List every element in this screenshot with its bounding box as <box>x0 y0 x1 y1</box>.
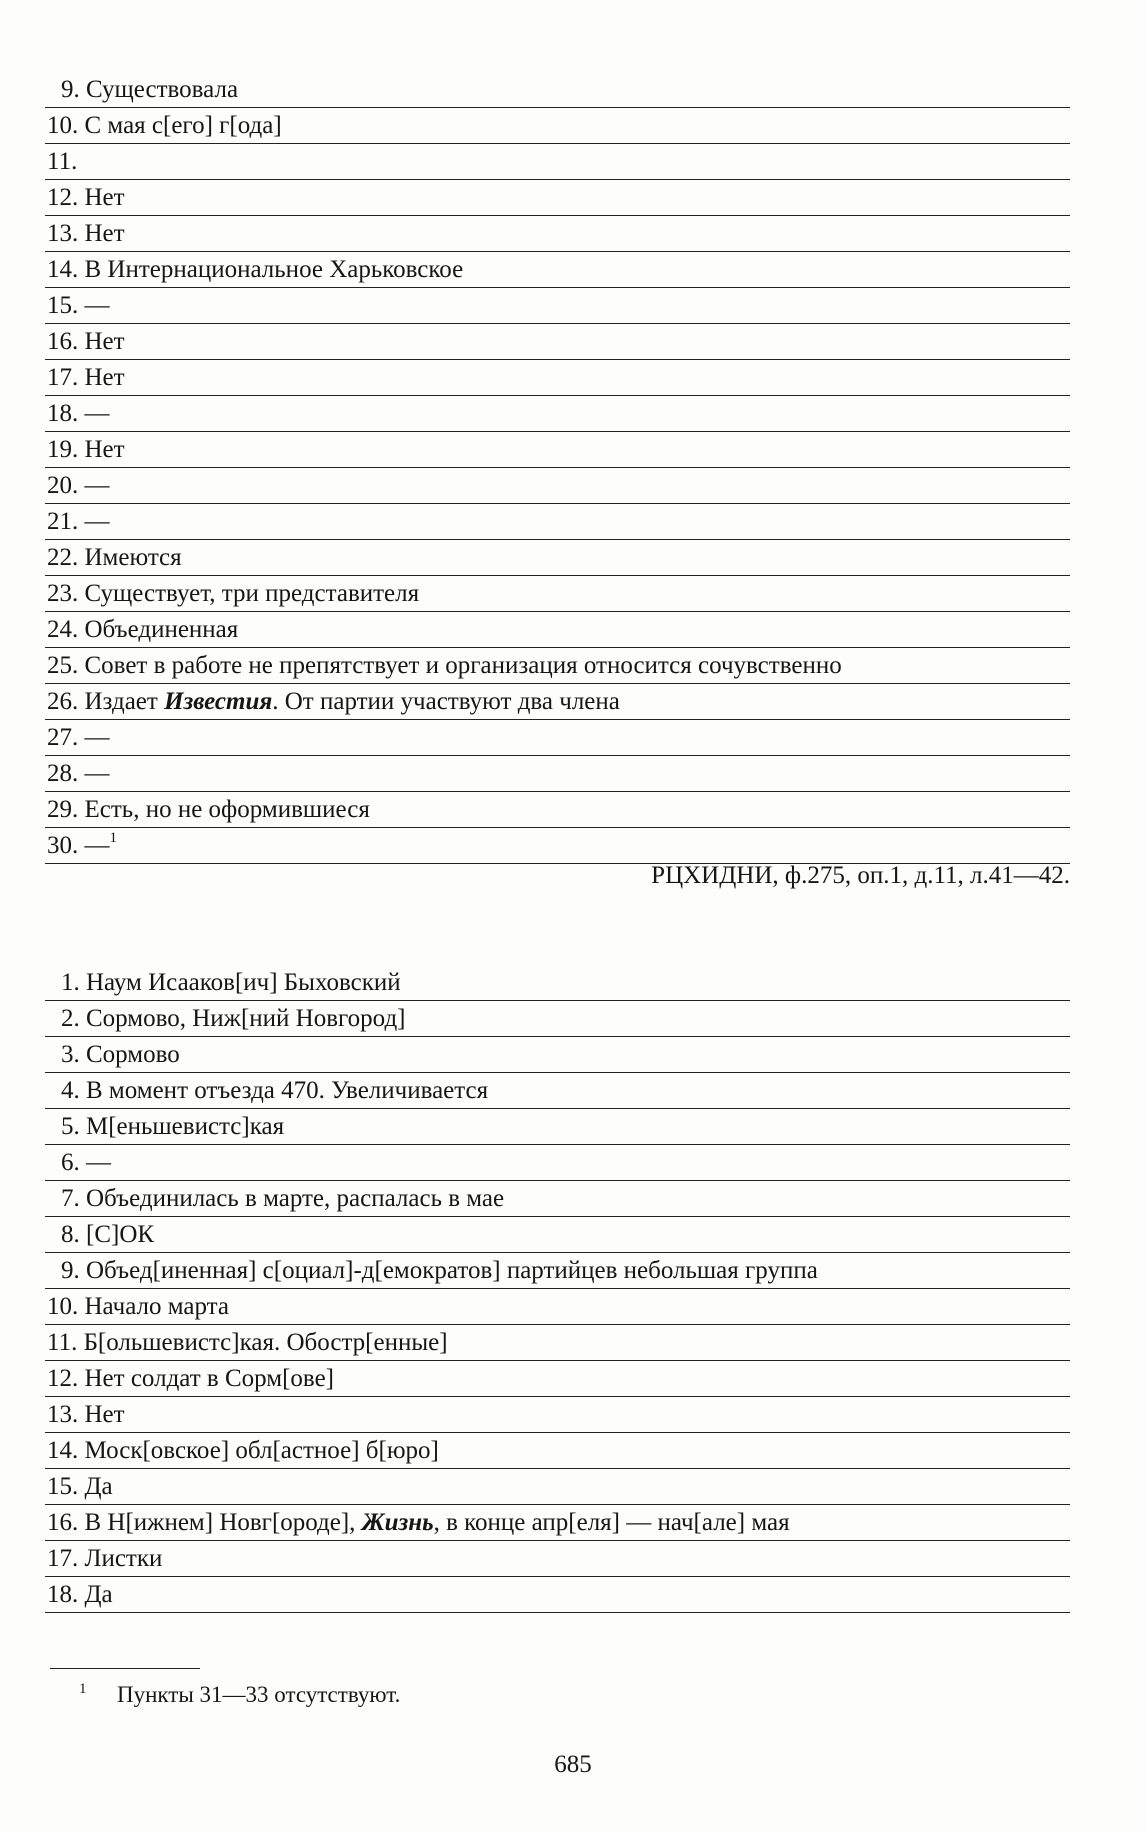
footnote-divider <box>50 1668 200 1669</box>
footnote-ref: 1 <box>109 830 117 846</box>
answer-row: 8. [С]ОК <box>45 1217 1070 1253</box>
answer-row: 26. Издает Известия. От партии участвуют два члена <box>45 684 1070 720</box>
answer-row: 17. Нет <box>45 360 1070 396</box>
answer-row: 15. Да <box>45 1469 1070 1505</box>
answer-row: 4. В момент отъезда 470. Увеличивается <box>45 1073 1070 1109</box>
answer-row: 9. Объед[иненная] с[оциал]-д[емократов] партийцев небольшая группа <box>45 1253 1070 1289</box>
answer-row: 18. Да <box>45 1577 1070 1613</box>
answer-row: 11. <box>45 144 1070 180</box>
answer-row: 27. — <box>45 720 1070 756</box>
answer-row: 5. М[еньшевистс]кая <box>45 1109 1070 1145</box>
answer-row: 18. — <box>45 396 1070 432</box>
page-number: 685 <box>554 1751 592 1778</box>
newspaper-title: Известия <box>164 688 273 715</box>
answer-row: 10. Начало марта <box>45 1289 1070 1325</box>
answer-row: 22. Имеются <box>45 540 1070 576</box>
answer-row: 11. Б[ольшевистс]кая. Обостр[енные] <box>45 1325 1070 1361</box>
answer-row: 3. Сормово <box>45 1037 1070 1073</box>
answer-row: 13. Нет <box>45 1397 1070 1433</box>
answer-row: 2. Сормово, Ниж[ний Новгород] <box>45 1001 1070 1037</box>
footnote <box>79 1680 401 1710</box>
answer-row: 19. Нет <box>45 432 1070 468</box>
footnote-mark: 1 <box>79 1681 87 1697</box>
answer-row: 16. В Н[ижнем] Новг[ороде], Жизнь, в конце апр[еля] — нач[але] мая <box>45 1505 1070 1541</box>
questionnaire-block-2 <box>45 965 1070 1613</box>
answer-row: 9. Существовала <box>45 72 1070 108</box>
answer-row: 1. Наум Исааков[ич] Быховский <box>45 965 1070 1001</box>
answer-row: 15. — <box>45 288 1070 324</box>
newspaper-title: Жизнь <box>361 1509 434 1536</box>
answer-row: 30. —$^1$ <box>45 828 1070 864</box>
answer-row: 23. Существует, три представителя <box>45 576 1070 612</box>
answer-row: 12. Нет <box>45 180 1070 216</box>
answer-row: 20. — <box>45 468 1070 504</box>
answer-row: 7. Объединилась в марте, распалась в мае <box>45 1181 1070 1217</box>
answer-row: 16. Нет <box>45 324 1070 360</box>
answer-row: 6. — <box>45 1145 1070 1181</box>
answer-row: 28. — <box>45 756 1070 792</box>
questionnaire-block-1 <box>45 72 1070 864</box>
answer-row: 25. Совет в работе не препятствует и организация относится сочувственно <box>45 648 1070 684</box>
answer-row: 14. В Интернациональное Харьковское <box>45 252 1070 288</box>
answer-row: 21. — <box>45 504 1070 540</box>
answer-row: 12. Нет солдат в Сорм[ове] <box>45 1361 1070 1397</box>
archive-source-reference: РЦХИДНИ, ф.275, оп.1, д.11, л.41—42. <box>651 862 1070 889</box>
footnote-text: Пункты 31—33 отсутствуют. <box>117 1682 401 1707</box>
answer-row: 13. Нет <box>45 216 1070 252</box>
answer-row: 10. С мая с[его] г[ода] <box>45 108 1070 144</box>
answer-row: 24. Объединенная <box>45 612 1070 648</box>
answer-row: 29. Есть, но не оформившиеся <box>45 792 1070 828</box>
answer-row: 14. Моск[овское] обл[астное] б[юро] <box>45 1433 1070 1469</box>
answer-row: 17. Листки <box>45 1541 1070 1577</box>
